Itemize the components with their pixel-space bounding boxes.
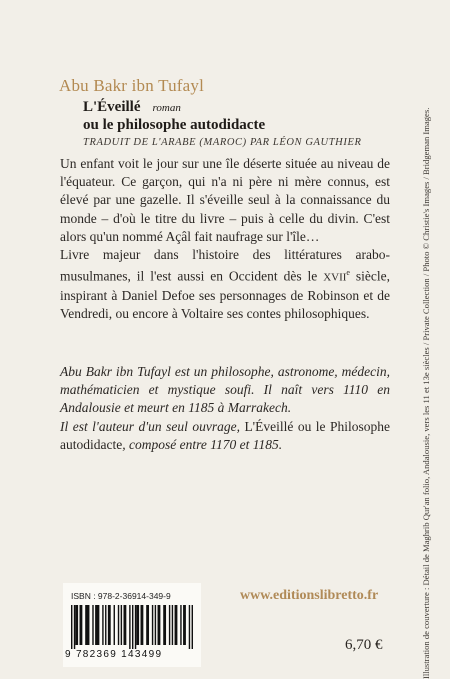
book-subtitle: ou le philosophe autodidacte	[83, 117, 266, 133]
barcode-bar	[135, 605, 136, 649]
summary-paragraph-1: Un enfant voit le jour sur une île déserte située au niveau de l'équateur. Ce garçon, qui n'a ni père ni mère connus, est élevé par une gazelle. Il s'éveille seul à la connaissance du monde – d'où le titre du livre – puis à celle du divin. C'est alors qu'un nommé Açâl fait naufrage sur l'île…	[60, 156, 390, 244]
book-title-line	[83, 99, 181, 116]
book-title: L'Éveillé	[83, 99, 141, 115]
barcode-bar	[172, 605, 173, 645]
summary-p2-end: siècle, inspirant à Daniel Defoe ses personnages de Robinson et de Vendredi, ou encore à Voltaire ses contes philosophiques.	[60, 268, 391, 322]
barcode-bar	[75, 605, 78, 645]
summary-p2-start: Livre majeur dans l'histoire des littératures arabo-musulmanes, il l'est aussi en Occident dès le	[60, 247, 390, 284]
barcode-bar	[141, 605, 144, 645]
barcode-bar	[192, 605, 193, 649]
bio-p2-end: , composé entre 1170 et 1185.	[122, 436, 283, 452]
barcode-digits: 9 782369 143499	[65, 649, 163, 660]
barcode-box	[63, 583, 201, 667]
summary-paragraph-2	[60, 246, 390, 323]
barcode-bar	[85, 605, 89, 645]
barcode-bar	[123, 605, 126, 645]
translator-credit: TRADUIT DE L'ARABE (MAROC) PAR LÉON GAUTHIER	[83, 137, 362, 148]
barcode-bar	[169, 605, 170, 645]
barcode-bar	[121, 605, 122, 645]
barcode-bar	[189, 605, 190, 649]
author-bio-block	[60, 363, 390, 454]
barcode-bar	[129, 605, 130, 649]
barcode-bar	[136, 605, 139, 645]
barcode-bar	[163, 605, 166, 645]
barcode-icon	[71, 605, 193, 649]
cover-illustration-credit: Illustration de couverture : Détail de Maghrib Qur'an folio, Andalousie, vers les 11 et 13e siècles / Private Collection / Photo © Christie's Images / Bridgeman Images.	[421, 107, 431, 679]
barcode-bar	[158, 605, 161, 645]
barcode-bar	[114, 605, 115, 645]
barcode-bar	[102, 605, 103, 645]
barcode-bar	[118, 605, 119, 645]
author-name: Abu Bakr ibn Tufayl	[59, 76, 205, 95]
barcode-bar	[92, 605, 93, 645]
barcode-bar	[175, 605, 178, 645]
publisher-website: www.editionslibretto.fr	[240, 588, 379, 603]
barcode-bar	[74, 605, 75, 649]
barcode-bar	[80, 605, 83, 645]
century-numeral: XVII	[323, 271, 347, 284]
barcode-bar	[95, 605, 99, 645]
barcode-bar	[146, 605, 149, 645]
barcode-bar	[132, 605, 133, 649]
barcode-bar	[152, 605, 153, 645]
bio-paragraph-2	[60, 418, 390, 454]
bio-p2-start: Il est l'auteur d'un seul ouvrage,	[60, 418, 245, 434]
barcode-bar	[155, 605, 156, 645]
isbn-label: ISBN : 978-2-36914-349-9	[71, 591, 171, 601]
barcode-bar	[105, 605, 106, 645]
bio-work-title: L'Éveillé ou le Philosophe autodidacte	[60, 418, 390, 452]
barcode-bar	[183, 605, 186, 645]
barcode-bar	[108, 605, 111, 645]
price: 6,70 €	[345, 637, 383, 653]
bio-paragraph-1: Abu Bakr ibn Tufayl est un philosophe, astronome, médecin, mathématicien et mystique soufi. Il naît vers 1110 en Andalousie et meurt en 1185 à Marrakech.	[60, 364, 390, 416]
barcode-bar	[71, 605, 72, 649]
book-genre: roman	[152, 102, 181, 114]
barcode-bar	[180, 605, 181, 645]
century-superscript: e	[346, 268, 350, 278]
summary-block	[60, 155, 390, 323]
